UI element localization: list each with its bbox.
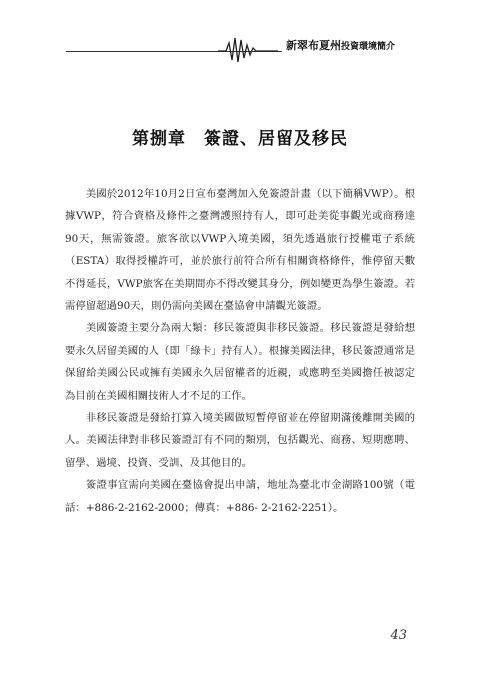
header-title-main: 新翠布夏州 [286,39,341,52]
header-title [282,38,436,54]
body-text [65,183,415,519]
paragraph-application: 簽證事宜需向美國在臺協會提出申請，地址為臺北市金湖路100號（電話：+886-2-2162-2000；傳真：+886- 2-2162-2251）。 [65,479,415,514]
paragraph-vwp: 美國於2012年10月2日宣布臺灣加入免簽證計畫（以下簡稱VWP）。根據VWP，符合資格及條件之臺灣護照持有人，即可赴美從事觀光或商務達90天，無需簽證。旅客欲以VWP入境美國，須先透過旅行授權電子系統（ESTA）取得授權許可，並於旅行前符合所有相關資格條件，惟停留天數不得延長，VWP旅客在美期間亦不得改變其身分，例如變更為學生簽證。若需停留超過90天，則仍需向美國在臺協會申請觀光簽證。 [65,188,415,313]
paragraph-visa-types: 美國簽證主要分為兩大類：移民簽證與非移民簽證。移民簽證是發給想要永久居留美國的人（即「綠卡」持有人）。根據美國法律，移民簽證通常是保留給美國公民或擁有美國永久居留權者的近親，或應聘至美國擔任被認定為目前在美國相關技術人才不足的工作。 [65,322,415,402]
header-title-sub: 投資環境簡介 [341,42,396,52]
page-number: 43 [390,628,407,643]
chapter-title: 第捌章 簽證、居留及移民 [132,129,348,149]
page-header [0,0,480,70]
paragraph-non-immigrant: 非移民簽證是發給打算入境美國做短暫停留並在停留期滿後離開美國的人。美國法律對非移民簽證訂有不同的類別，包括觀光、商務、短期應聘、留學、過境、投資、受訓、及其他目的。 [65,412,415,469]
heartbeat-wave-icon [218,34,278,66]
